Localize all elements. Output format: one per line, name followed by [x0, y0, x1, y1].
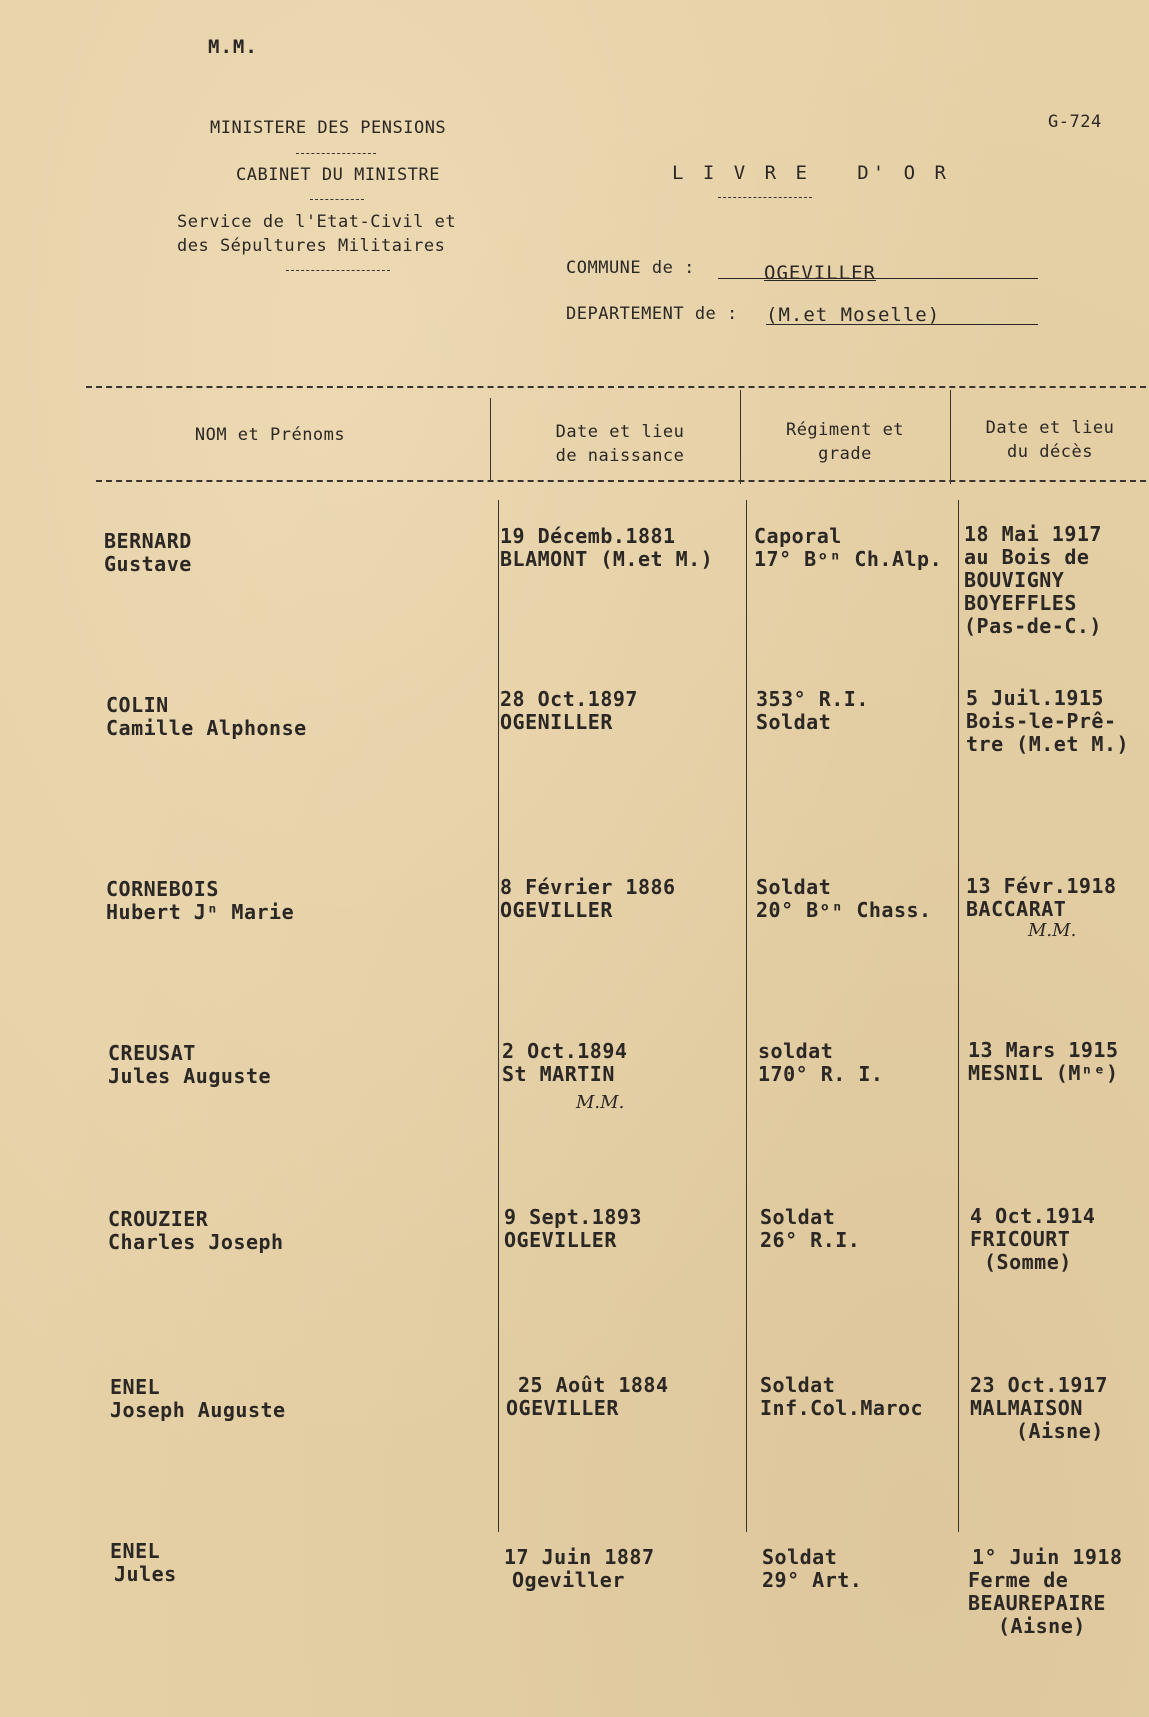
handwritten-annotation: M.M.	[576, 1092, 625, 1113]
death-cell: 4 Oct.1914 FRICOURT (Somme)	[970, 1204, 1096, 1274]
column-divider	[740, 390, 741, 484]
divider	[718, 197, 812, 198]
death-cell: 13 Févr.1918 BACCARAT	[966, 874, 1117, 921]
name-cell: COLIN Camille Alphonse	[106, 693, 307, 740]
table-top-rule	[86, 386, 1146, 388]
handwritten-annotation: M.M.	[1028, 920, 1077, 941]
death-cell: 1° Juin 1918 Ferme de BEAUREPAIRE (Aisne)	[968, 1545, 1123, 1638]
birth-cell: 19 Décemb.1881 BLAMONT (M.et M.)	[500, 524, 714, 571]
departement-underline	[766, 324, 1038, 325]
column-header-name: NOM et Prénoms	[194, 425, 346, 445]
name-cell: ENEL Jules	[110, 1539, 177, 1586]
reference-code: G-724	[1048, 112, 1102, 132]
birth-cell: 25 Août 1884 OGEVILLER	[506, 1373, 669, 1420]
initials: M.M.	[208, 36, 258, 58]
column-divider-death	[958, 500, 959, 1532]
name-cell: ENEL Joseph Auguste	[110, 1375, 286, 1422]
birth-cell: 28 Oct.1897 OGENILLER	[500, 687, 638, 734]
column-header-death: Date et lieu du décès	[985, 418, 1115, 462]
commune-label: COMMUNE de :	[566, 258, 695, 278]
column-header-birth: Date et lieu de naissance	[555, 422, 685, 466]
column-divider-birth	[498, 500, 499, 1532]
departement-value: (M.et Moselle)	[766, 304, 941, 326]
birth-cell: 17 Juin 1887 Ogeviller	[504, 1545, 655, 1592]
birth-cell: 8 Février 1886 OGEVILLER	[500, 875, 676, 922]
column-divider-regiment	[746, 500, 747, 1532]
death-cell: 13 Mars 1915 MESNIL (Mⁿᵉ)	[968, 1038, 1119, 1085]
header-bottom-rule	[96, 480, 1146, 482]
name-cell: CREUSAT Jules Auguste	[108, 1041, 272, 1088]
service-line-2: des Sépultures Militaires	[177, 236, 446, 256]
name-cell: BERNARD Gustave	[104, 529, 192, 576]
regiment-cell: 353° R.I. Soldat	[756, 687, 869, 734]
death-cell: 23 Oct.1917 MALMAISON (Aisne)	[970, 1373, 1108, 1443]
regiment-cell: Soldat 20° Bᵒⁿ Chass.	[756, 875, 932, 922]
name-cell: CROUZIER Charles Joseph	[108, 1207, 284, 1254]
commune-underline	[718, 278, 1038, 279]
commune-value: OGEVILLER	[764, 262, 876, 284]
divider	[286, 270, 390, 271]
cabinet-title: CABINET DU MINISTRE	[236, 165, 440, 185]
regiment-cell: soldat 170° R. I.	[758, 1039, 884, 1086]
divider	[310, 199, 364, 200]
column-header-regiment: Régiment et grade	[785, 420, 905, 464]
document-title: L I V R E D' O R	[672, 162, 950, 184]
divider	[296, 153, 376, 154]
regiment-cell: Caporal 17° Bᵒⁿ Ch.Alp.	[754, 524, 943, 571]
service-line-1: Service de l'Etat-Civil et	[177, 212, 457, 232]
column-divider	[490, 398, 491, 482]
death-cell: 5 Juil.1915 Bois-le-Prê- tre (M.et M.)	[966, 686, 1130, 756]
departement-label: DEPARTEMENT de :	[566, 304, 738, 324]
regiment-cell: Soldat 26° R.I.	[760, 1205, 861, 1252]
regiment-cell: Soldat Inf.Col.Maroc	[760, 1373, 924, 1420]
birth-cell: 2 Oct.1894 St MARTIN	[502, 1039, 628, 1086]
death-cell: 18 Mai 1917 au Bois de BOUVIGNY BOYEFFLES (Pas-de-C.)	[964, 522, 1102, 638]
ministry-title: MINISTERE DES PENSIONS	[210, 118, 447, 138]
regiment-cell: Soldat 29° Art.	[762, 1545, 863, 1592]
column-divider	[950, 390, 951, 484]
name-cell: CORNEBOIS Hubert Jⁿ Marie	[106, 877, 295, 924]
birth-cell: 9 Sept.1893 OGEVILLER	[504, 1205, 642, 1252]
